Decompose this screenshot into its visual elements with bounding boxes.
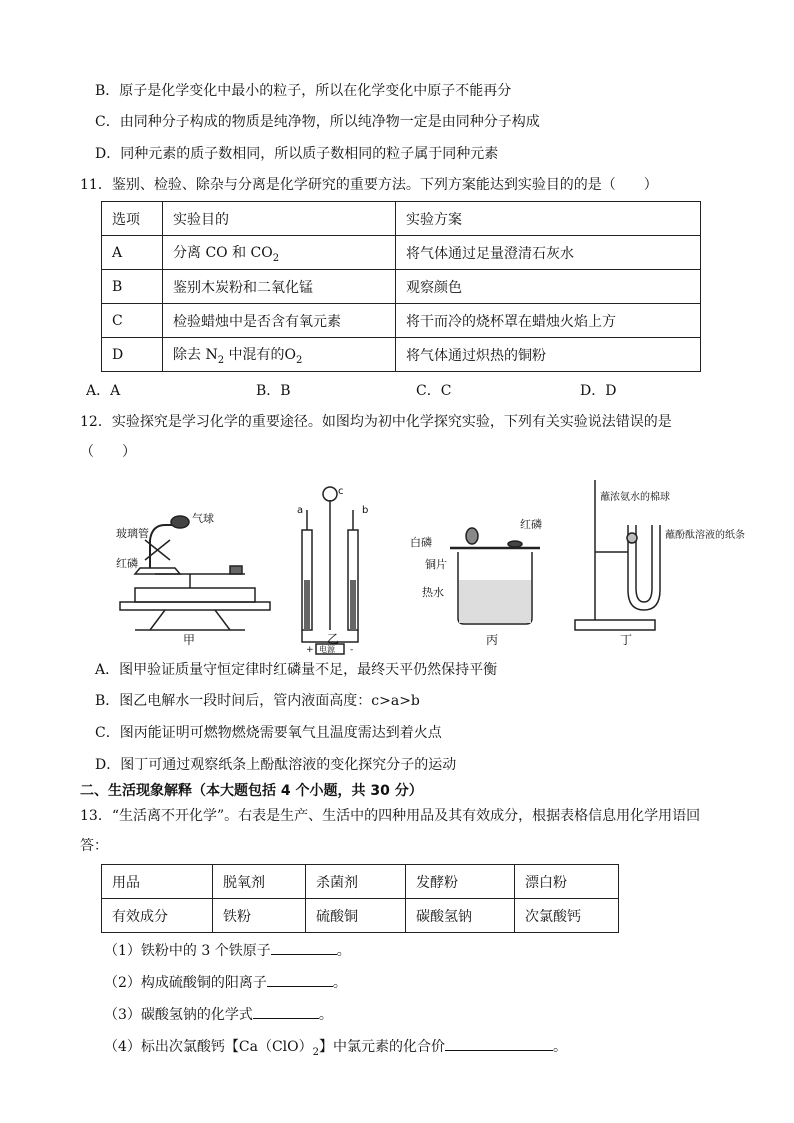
q12-option-b: B．图乙电解水一段时间后，管内液面高度：c>a>b [95, 693, 420, 709]
q10-option-b: B．原子是化学变化中最小的粒子，所以在化学变化中原子不能再分 [95, 83, 512, 99]
label-red-p: 红磷 [116, 557, 138, 570]
table-row [102, 236, 701, 270]
table-cell: 鉴别木炭粉和二氧化锰 [163, 270, 396, 304]
label-yi: 乙 [327, 632, 340, 646]
q10-option-c: C．由同种分子构成的物质是纯净物，所以纯净物一定是由同种分子构成 [95, 114, 540, 130]
label-minus: - [350, 645, 354, 655]
table-cell: 将干而冷的烧杯罩在蜡烛火焰上方 [396, 304, 701, 338]
figure-yi-electrolysis [302, 487, 358, 654]
table-cell: 有效成分 [102, 899, 213, 933]
label-a: a [297, 505, 304, 516]
table-row [102, 202, 701, 236]
table-header-cell: 实验目的 [163, 202, 396, 236]
q13-table [101, 864, 619, 933]
label-c: c [338, 486, 344, 497]
q11-answer-d: D．D [580, 383, 617, 399]
label-glass-tube: 玻璃管 [116, 527, 149, 540]
table-cell: 硫酸铜 [306, 899, 406, 933]
table-row [102, 338, 701, 372]
table-cell: 观察颜色 [396, 270, 701, 304]
q11-table [101, 201, 701, 372]
table-cell: 检验蜡烛中是否含有氧元素 [163, 304, 396, 338]
table-cell: 碳酸氢钠 [406, 899, 515, 933]
table-cell: 杀菌剂 [306, 865, 406, 899]
table-cell: 次氯酸钙 [515, 899, 619, 933]
figure-bing-combustion [450, 528, 540, 624]
q12-stem: 12．实验探究是学习化学的重要途径。如图均为初中化学探究实验，下列有关实验说法错误的是 [80, 414, 672, 430]
label-white-p: 白磷 [410, 536, 432, 549]
answer-blank[interactable] [253, 1004, 319, 1019]
label-plus: + [306, 645, 314, 655]
table-cell: 将气体通过炽热的铜粉 [396, 338, 701, 372]
q11-answer-b: B．B [256, 383, 291, 399]
q11-answer-c: C．C [416, 383, 452, 399]
q13-sub-4: （4）标出次氯酸钙【$Ca(ClO)_2$】中氯元素的化合价 。 [104, 1036, 567, 1063]
table-row [102, 304, 701, 338]
answer-blank[interactable] [445, 1036, 553, 1051]
table-header-cell: 实验方案 [396, 202, 701, 236]
q12-option-c: C．图丙能证明可燃物燃烧需要氧气且温度需达到着火点 [95, 725, 442, 741]
q10-option-d: D．同种元素的质子数相同，所以质子数相同的粒子属于同种元素 [95, 146, 499, 162]
table-cell: 将气体通过足量澄清石灰水 [396, 236, 701, 270]
table-row [102, 865, 619, 899]
label-balloon: 气球 [192, 512, 214, 525]
label-hot-water: 热水 [422, 586, 444, 599]
table-cell: A [102, 236, 163, 270]
table-cell: B [102, 270, 163, 304]
label-b: b [362, 505, 369, 516]
label-copper: 铜片 [425, 558, 447, 571]
q12-option-a: A．图甲验证质量守恒定律时红磷量不足，最终天平仍然保持平衡 [95, 662, 498, 678]
table-row [102, 270, 701, 304]
table-cell: 用品 [102, 865, 213, 899]
label-ammonia: 蘸浓氨水的棉球 [600, 492, 670, 503]
answer-blank[interactable] [271, 940, 337, 955]
label-jia: 甲 [183, 633, 196, 647]
table-cell: D [102, 338, 163, 372]
q13-stem-line2: 答： [80, 838, 108, 854]
q12-option-d: D．图丁可通过观察纸条上酚酞溶液的变化探究分子的运动 [95, 757, 457, 773]
q13-sub-2: （2）构成硫酸铜的阳离子 。 [104, 972, 347, 993]
table-cell: 铁粉 [213, 899, 306, 933]
answer-blank[interactable] [267, 972, 333, 987]
q11-stem: 11．鉴别、检验、除杂与分离是化学研究的重要方法。下列方案能达到实验目的的是（ ） [80, 177, 658, 193]
q12-stem-bracket: （ ） [80, 444, 136, 460]
table-cell: C [102, 304, 163, 338]
q11-answer-options [86, 380, 706, 400]
table-cell: 发酵粉 [406, 865, 515, 899]
label-ding: 丁 [620, 633, 633, 647]
table-row [102, 899, 619, 933]
q12-figure [80, 470, 745, 655]
label-red-p2: 红磷 [520, 518, 542, 531]
q13-sub-3: （3）碳酸氢钠的化学式 。 [104, 1004, 333, 1025]
q11-answer-a: A．A [86, 383, 121, 399]
q13-sub-1: （1）铁粉中的 3 个铁原子 。 [104, 940, 351, 961]
label-bing: 丙 [486, 633, 499, 647]
table-cell: 除去 $N_2$ 中混有的$O_2$ [163, 338, 396, 372]
table-cell: 分离 CO 和 $CO_2$ [163, 236, 396, 270]
q13-stem-line1: 13．“生活离不开化学”。右表是生产、生活中的四种用品及其有效成分，根据表格信息用化学用语回 [80, 808, 701, 824]
table-cell: 漂白粉 [515, 865, 619, 899]
label-phenol: 蘸酚酞溶液的纸条 [665, 530, 745, 541]
table-cell: 脱氧剂 [213, 865, 306, 899]
section-2-heading: 二、生活现象解释（本大题包括 4 个小题，共 30 分） [80, 783, 423, 799]
table-header-cell: 选项 [102, 202, 163, 236]
label-power: 电源 [319, 645, 335, 654]
